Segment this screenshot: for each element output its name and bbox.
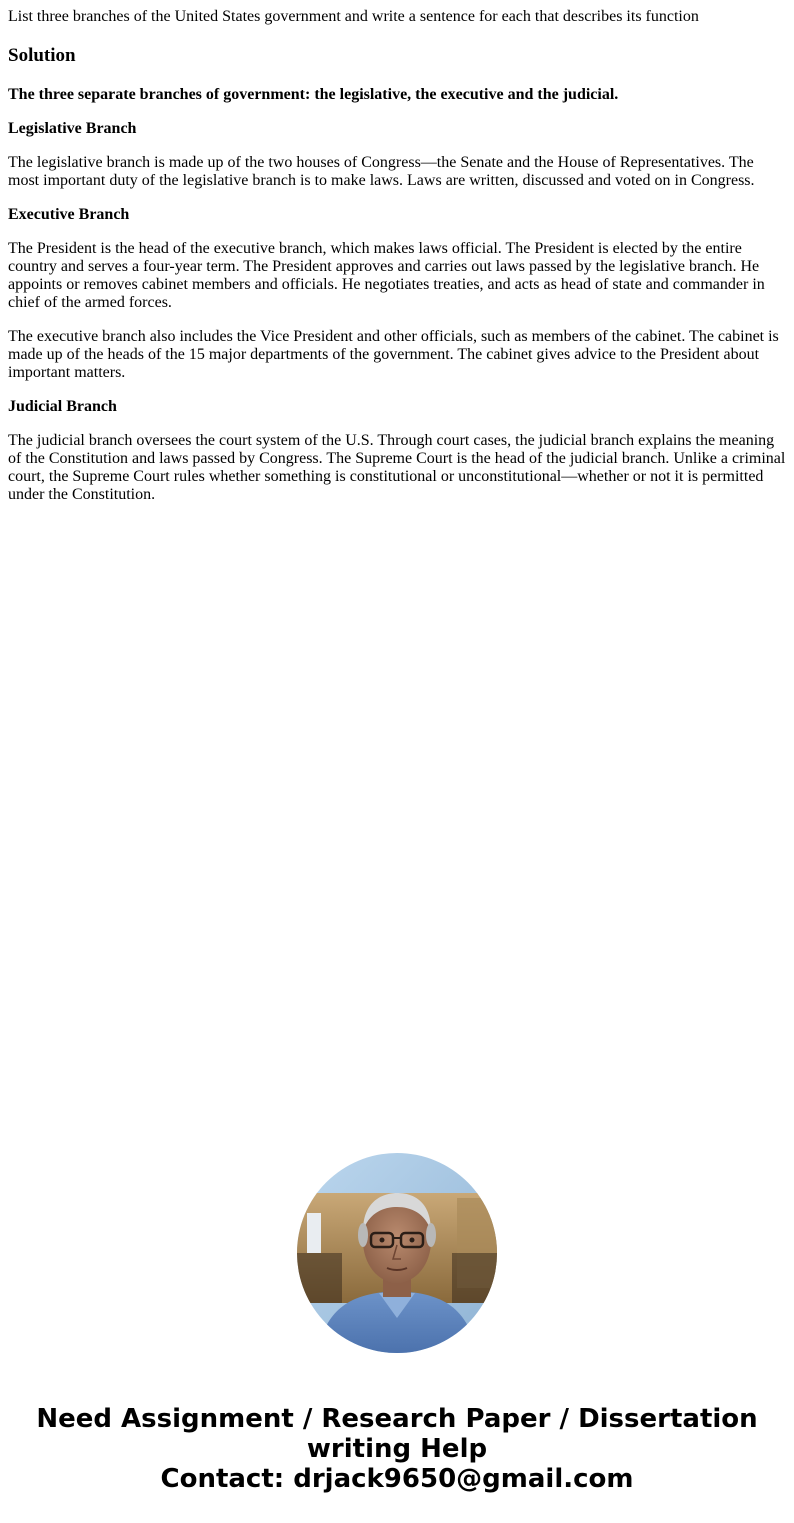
executive-heading: Executive Branch [8,206,130,223]
document-body [8,8,788,504]
promo-contact-text: Contact: drjack9650@gmail.com [160,1464,634,1494]
author-portrait-image [297,1153,497,1353]
legislative-paragraph: The legislative branch is made up of the two houses of Congress—the Senate and the House of Representatives. The most important duty of the legislative branch is to make laws. Laws are written, discussed and voted on in Congress. [8,154,755,189]
judicial-heading: Judicial Branch [8,398,117,415]
promo-banner [0,1404,794,1494]
lead-statement: The three separate branches of government: the legislative, the executive and the judicial. [8,86,619,103]
executive-paragraph-2: The executive branch also includes the Vice President and other officials, such as members of the cabinet. The cabinet is made up of the heads of the 15 major departments of the government. The cabinet gives advice to the President about important matters. [8,328,779,381]
solution-heading: Solution [8,45,76,66]
legislative-heading: Legislative Branch [8,120,137,137]
judicial-paragraph: The judicial branch oversees the court system of the U.S. Through court cases, the judicial branch explains the meaning of the Constitution and laws passed by Congress. The Supreme Court is the head of the judicial branch. Unlike a criminal court, the Supreme Court rules whether something is constitutional or unconstitutional—whether or not it is permitted under the Constitution. [8,432,786,503]
promo-help-text: Need Assignment / Research Paper / Dissertation writing Help [36,1404,758,1464]
question-text: List three branches of the United States government and write a sentence for each that describes its function [8,8,699,25]
author-avatar [297,1153,497,1353]
executive-paragraph-1: The President is the head of the executive branch, which makes laws official. The President is elected by the entire country and serves a four-year term. The President approves and carries out laws passed by the legislative branch. He appoints or removes cabinet members and officials. He negotiates treaties, and acts as head of state and commander in chief of the armed forces. [8,240,765,311]
